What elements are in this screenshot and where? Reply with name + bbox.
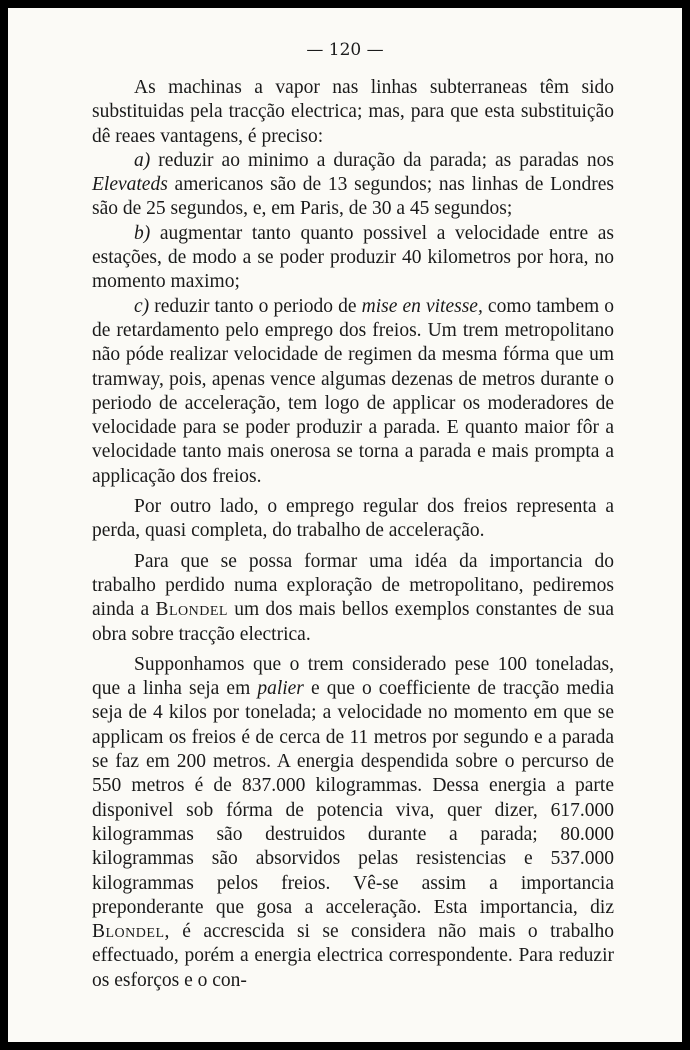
paragraph-item-a: a) reduzir ao minimo a duração da parada; as paradas nos Elevateds americanos são de 13 segundos; nas linhas de Londres são de 25 segundos, e, em Paris, de 30 a 45 segundos; (92, 149, 614, 220)
italic-term-elevateds: Elevateds (92, 174, 168, 196)
item-a-marker: a) (134, 149, 151, 171)
italic-term-palier: palier (257, 678, 304, 700)
body-text (92, 76, 614, 993)
paragraph-blondel-example: Para que se possa formar uma idéa da importancia do trabalho perdido numa exploração de metropolitano, pediremos ainda a Blondel um dos mais bellos exemplos constantes de sua obra sobre tracção electrica. (92, 550, 614, 645)
item-c-marker: c) (134, 295, 150, 317)
paragraph-item-c: c) reduzir tanto o periodo de mise en vitesse, como tambem o de retardamento pelo emprego dos freios. Um trem metropolitano não póde realizar velocidade de regimen da mesma fórma que um tramway, pois, apenas vence algumas dezenas de metros durante o periodo de acceleração, tem logo de applicar os moderadores de velocidade para se poder produzir a parada. E quanto maior fôr a velocidade tanto mais onerosa se torna a parada e mais prompta a applicação dos freios. (92, 295, 614, 487)
paragraph-item-b: b) augmentar tanto quanto possivel a velocidade entre as estações, de modo a se poder produzir 40 kilometros por hora, no momento maximo; (92, 222, 614, 293)
author-name-2: Blondel, (92, 921, 170, 943)
paragraph-calculation: Supponhamos que o trem considerado pese 100 toneladas, que a linha seja em palier e que o coefficiente de tracção media seja de 4 kilos por tonelada; a velocidade no momento em que se applicam os freios é de cerca de 11 metros por segundo e a parada se faz em 200 metros. A energia despendida sobre o percurso de 550 metros é de 837.000 kilogrammas. Dessa energia a parte disponivel sob fórma de potencia viva, quer dizer, 617.000 kilogrammas são destruidos durante a parada; 80.000 kilogrammas são absorvidos pelas resistencias e 537.000 kilogrammas pelos freios. Vê-se assim a importancia preponderante que gosa a acceleração. Esta importancia, diz Blondel, é accrescida si se considera não mais o trabalho effectuado, porém a energia electrica correspondente. Para reduzir os esforços e o con- (92, 653, 614, 991)
page-number: — 120 — (306, 40, 384, 60)
paragraph-freios: Por outro lado, o emprego regular dos freios representa a perda, quasi completa, do trabalho de acceleração. (92, 496, 614, 542)
author-name: Blondel (155, 599, 228, 621)
paragraph-intro: As machinas a vapor nas linhas subterraneas têm sido substituidas pela tracção electrica; mas, para que esta substituição dê reaes vantagens, é preciso: (92, 77, 614, 147)
book-page (8, 8, 682, 1042)
item-b-marker: b) (134, 222, 151, 244)
italic-term-mise-en-vitesse: mise en vitesse, (361, 295, 483, 317)
